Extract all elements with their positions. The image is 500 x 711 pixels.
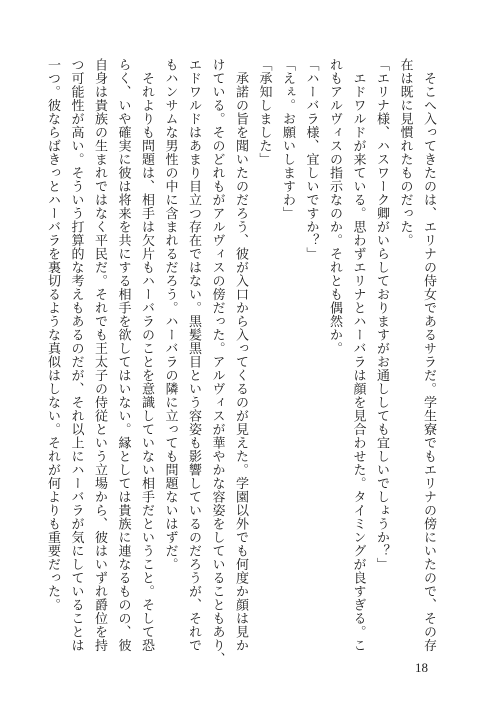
text-column: 「ハーバラ様、宜しいですか？」 (303, 58, 319, 261)
text-column: エドワルドはあまり目立つ存在ではない。黒髪黒目という容姿も影響しているのだろうが、それで (186, 58, 201, 652)
text-column: 一つ。彼ならばきっとハーバラを裏切るような真似はしない。それが何よりも重要だった。 (45, 58, 60, 612)
text-column: らく、いや確実に彼は将来を共にする相手を欲してはいない。縁としては貴族に連なるものの、彼 (115, 58, 131, 652)
text-column: そこへ入ってきたのは、エリナの侍女であるサラだ。学生寮でもエリナの傍にいたので、その存 (421, 58, 436, 652)
page-number: 18 (415, 660, 428, 675)
text-column: 「えぇ。お願いしますわ」 (280, 58, 295, 220)
text-column: れもアルヴィスの指示なのか。それとも偶然か。 (327, 58, 342, 355)
text-column: つ可能性が高い。そういう打算的な考えもあるのだが、それ以上にハーバラが気にしていることは (68, 58, 84, 652)
text-column: それよりも問題は、相手は欠片もハーバラのことを意識していない相手だということ。そして恐 (139, 58, 154, 652)
body-text (41, 58, 441, 666)
text-column: 在は既に見慣れたものだった。 (397, 58, 413, 247)
text-column: 承諾の旨を聞いたのだろう、彼が入口から入ってくるのが見えた。学園以外でも何度か顔は見か (233, 58, 248, 652)
text-column: 自身は貴族の生まれではなく平民だ。それでも王太子の侍従という立場から、彼はいずれ爵位を持 (92, 58, 107, 652)
text-column: もハンサムな男性の中に含まれるだろう。ハーバラの隣に立っても問題ないはずだ。 (162, 58, 178, 571)
text-column: 「エリナ様、ハスワーク卿がいらしておりますがお通ししても宜しいでしょうか？」 (374, 58, 389, 571)
text-column: けている。そのどれもがアルヴィスの傍だった。アルヴィスが華やかな容姿をしていることもあり、 (209, 58, 225, 666)
text-column: 「承知しました」 (256, 58, 272, 166)
text-column: エドワルドが来ている。思わずエリナとハーバラは顔を見合わせた。タイミングが良すぎる。こ (350, 58, 366, 652)
